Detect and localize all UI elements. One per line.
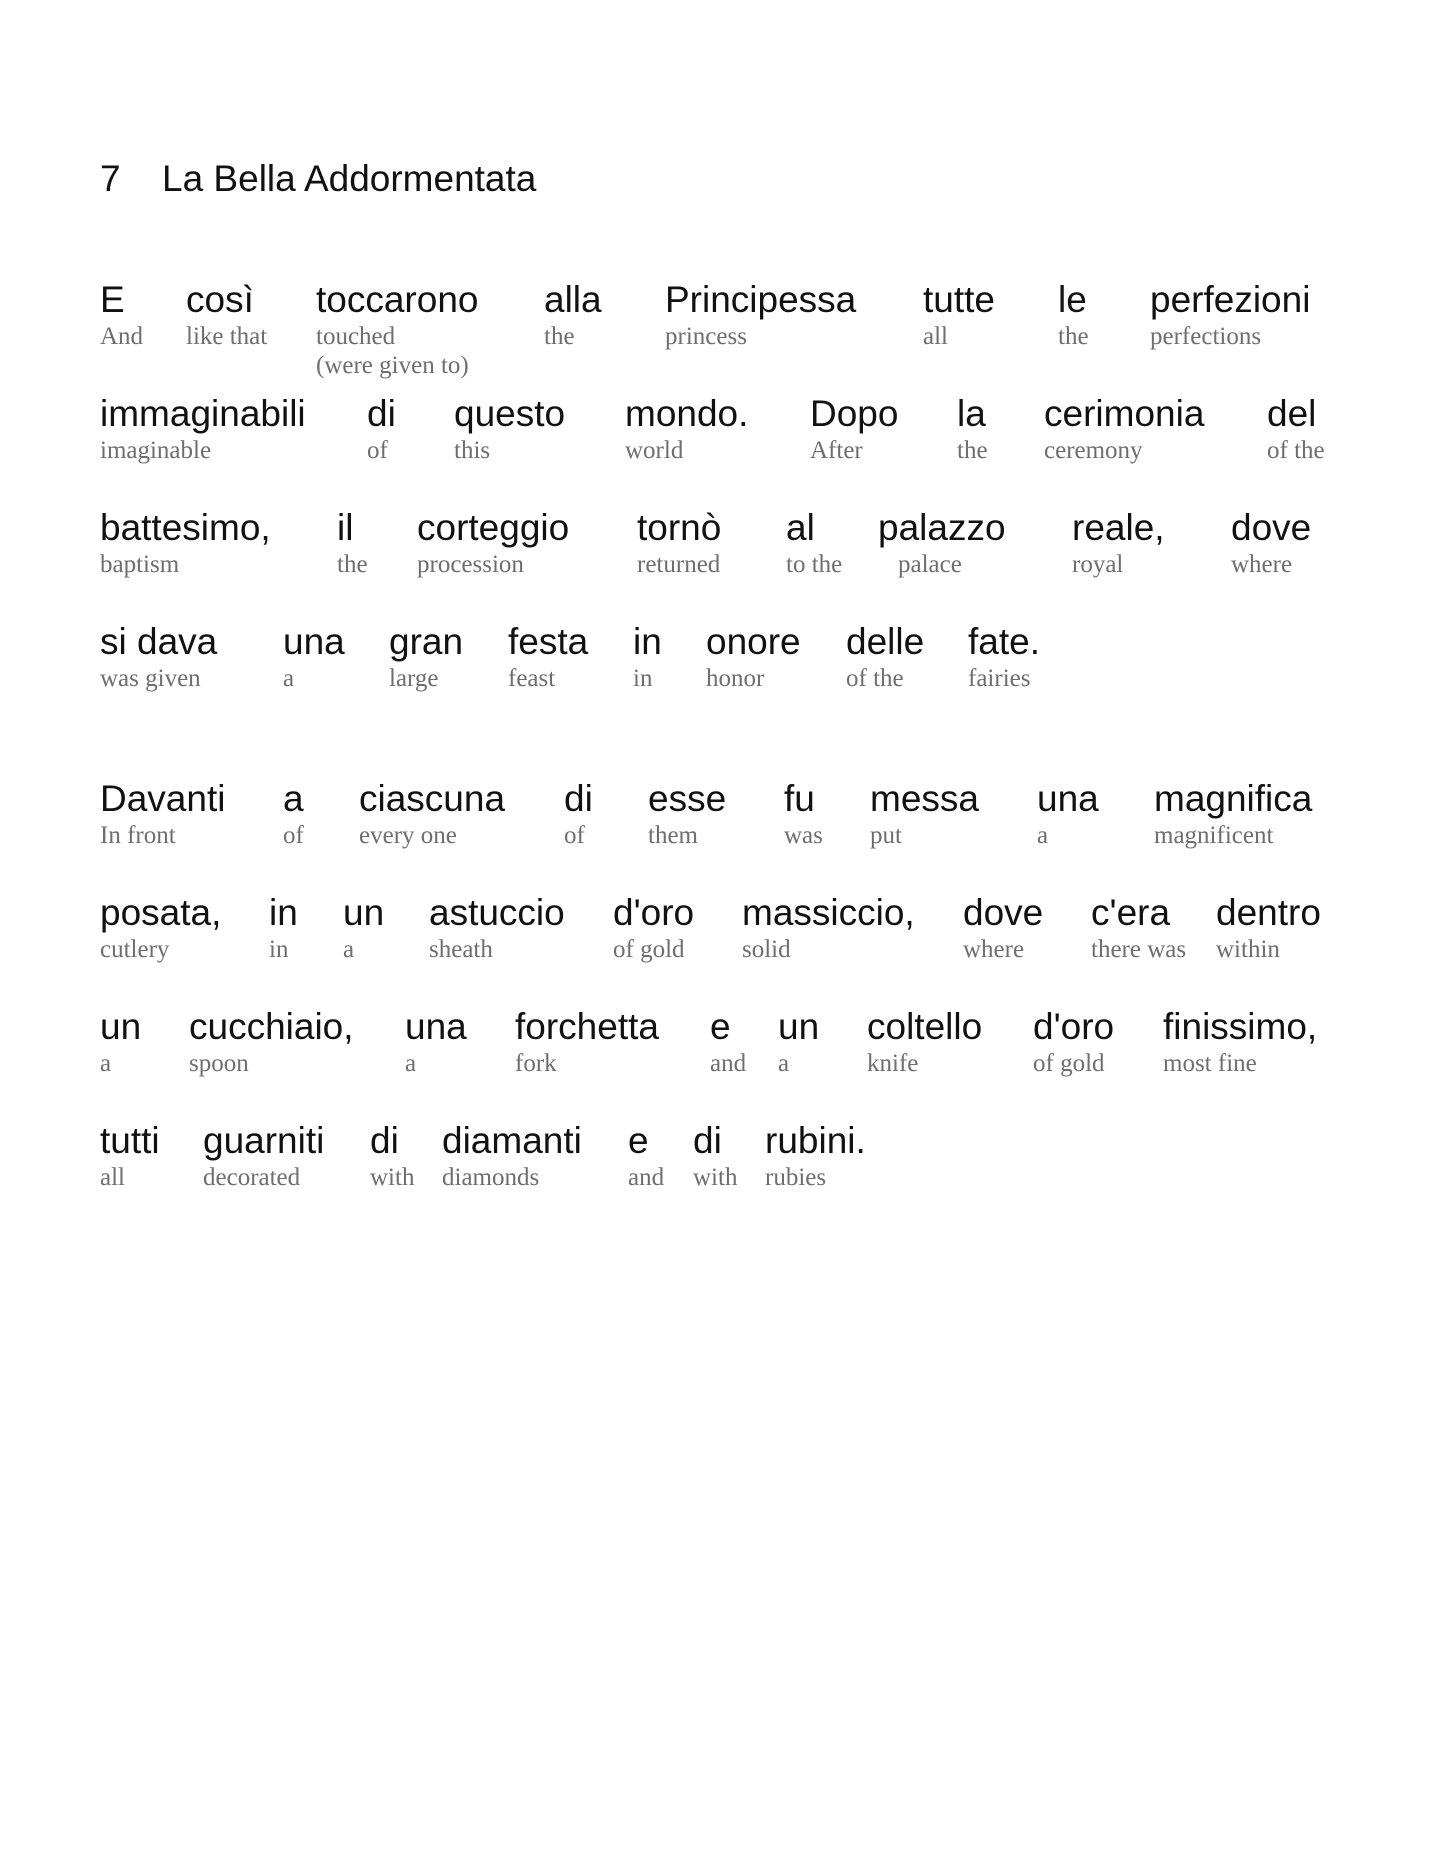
italian-word: gran bbox=[389, 621, 464, 662]
english-gloss: fork bbox=[515, 1050, 557, 1077]
italian-word: una bbox=[405, 1006, 467, 1047]
english-gloss: large bbox=[389, 665, 439, 692]
word-pair bbox=[765, 1119, 866, 1192]
english-gloss: with bbox=[370, 1164, 415, 1191]
italian-word: alla bbox=[544, 279, 602, 320]
english-gloss: and bbox=[710, 1050, 747, 1077]
word-pair bbox=[1091, 891, 1186, 964]
word-pair bbox=[957, 392, 988, 465]
word-pair bbox=[389, 620, 463, 693]
word-pair bbox=[367, 392, 396, 465]
english-gloss: cutlery bbox=[100, 936, 170, 963]
english-gloss: magnificent bbox=[1154, 822, 1274, 849]
italian-word: coltello bbox=[867, 1006, 983, 1047]
italian-word: dentro bbox=[1216, 892, 1321, 933]
word-pair bbox=[544, 278, 602, 351]
english-gloss: honor bbox=[706, 665, 765, 692]
italian-word: delle bbox=[846, 621, 925, 662]
english-gloss: to the bbox=[786, 551, 843, 578]
english-gloss: feast bbox=[508, 665, 556, 692]
word-pair bbox=[343, 891, 384, 964]
word-pair bbox=[1150, 278, 1310, 351]
word-pair bbox=[359, 777, 505, 850]
interlinear-line bbox=[0, 620, 1445, 720]
english-gloss: of gold bbox=[1033, 1050, 1105, 1077]
word-pair bbox=[186, 278, 267, 351]
italian-word: e bbox=[710, 1006, 731, 1047]
italian-word: Dopo bbox=[810, 393, 899, 434]
word-pair bbox=[189, 1005, 354, 1078]
english-gloss: procession bbox=[417, 551, 524, 578]
italian-word: un bbox=[343, 892, 385, 933]
english-gloss: knife bbox=[867, 1050, 919, 1077]
english-gloss: the bbox=[544, 323, 575, 350]
english-gloss: in bbox=[633, 665, 653, 692]
italian-word: una bbox=[1037, 778, 1099, 819]
italian-word: fu bbox=[784, 778, 815, 819]
word-pair bbox=[1231, 506, 1311, 579]
italian-word: d'oro bbox=[613, 892, 695, 933]
word-pair bbox=[337, 506, 368, 579]
word-pair bbox=[923, 278, 995, 351]
italian-word: di bbox=[370, 1120, 399, 1161]
english-gloss: a bbox=[405, 1050, 417, 1077]
english-gloss: of gold bbox=[613, 936, 685, 963]
word-pair bbox=[778, 1005, 819, 1078]
italian-word: astuccio bbox=[429, 892, 565, 933]
italian-word: così bbox=[186, 279, 254, 320]
word-pair bbox=[283, 777, 304, 850]
english-gloss: spoon bbox=[189, 1050, 249, 1077]
word-pair bbox=[100, 506, 271, 579]
italian-word: un bbox=[100, 1006, 142, 1047]
english-gloss: In front bbox=[100, 822, 176, 849]
italian-word: onore bbox=[706, 621, 801, 662]
italian-word: si dava bbox=[100, 621, 218, 662]
word-pair bbox=[564, 777, 593, 850]
english-gloss: where bbox=[1231, 551, 1293, 578]
interlinear-line bbox=[0, 891, 1445, 991]
english-gloss: of bbox=[283, 822, 304, 849]
english-gloss: a bbox=[343, 936, 355, 963]
word-pair bbox=[1216, 891, 1321, 964]
word-pair bbox=[100, 278, 143, 351]
english-gloss: was bbox=[784, 822, 823, 849]
word-pair bbox=[370, 1119, 414, 1192]
english-gloss: the bbox=[1058, 323, 1089, 350]
english-gloss: of the bbox=[1267, 437, 1325, 464]
interlinear-line bbox=[0, 392, 1445, 492]
english-gloss: of bbox=[367, 437, 388, 464]
italian-word: Principessa bbox=[665, 279, 857, 320]
interlinear-line bbox=[0, 506, 1445, 606]
italian-word: in bbox=[633, 621, 662, 662]
english-gloss: of bbox=[564, 822, 585, 849]
italian-word: fate. bbox=[968, 621, 1040, 662]
english-gloss: a bbox=[778, 1050, 790, 1077]
word-pair bbox=[100, 891, 221, 964]
english-gloss: solid bbox=[742, 936, 791, 963]
word-pair bbox=[1033, 1005, 1114, 1078]
english-gloss: ceremony bbox=[1044, 437, 1143, 464]
word-pair bbox=[613, 891, 694, 964]
english-gloss: touched (were given to) bbox=[316, 323, 469, 379]
italian-word: cerimonia bbox=[1044, 393, 1205, 434]
chapter-title: La Bella Addormentata bbox=[162, 158, 537, 199]
italian-word: del bbox=[1267, 393, 1317, 434]
english-gloss: fairies bbox=[968, 665, 1031, 692]
word-pair bbox=[405, 1005, 467, 1078]
word-pair bbox=[846, 620, 924, 693]
word-pair bbox=[269, 891, 298, 964]
interlinear-line bbox=[0, 1119, 1445, 1219]
italian-word: E bbox=[100, 279, 125, 320]
word-pair bbox=[625, 392, 748, 465]
english-gloss: was given bbox=[100, 665, 201, 692]
word-pair bbox=[693, 1119, 737, 1192]
word-pair bbox=[706, 620, 801, 693]
italian-word: diamanti bbox=[442, 1120, 582, 1161]
english-gloss: And bbox=[100, 323, 144, 350]
word-pair bbox=[870, 777, 979, 850]
word-pair bbox=[665, 278, 856, 351]
english-gloss: in bbox=[269, 936, 289, 963]
english-gloss: within bbox=[1216, 936, 1280, 963]
english-gloss: there was bbox=[1091, 936, 1187, 963]
english-gloss: put bbox=[870, 822, 902, 849]
word-pair bbox=[968, 620, 1040, 693]
word-pair bbox=[1267, 392, 1325, 465]
word-pair bbox=[100, 392, 306, 465]
word-pair bbox=[742, 891, 915, 964]
italian-word: le bbox=[1058, 279, 1087, 320]
english-gloss: sheath bbox=[429, 936, 493, 963]
word-pair bbox=[442, 1119, 582, 1192]
italian-word: dove bbox=[963, 892, 1044, 933]
italian-word: una bbox=[283, 621, 345, 662]
english-gloss: royal bbox=[1072, 551, 1124, 578]
italian-word: dove bbox=[1231, 507, 1312, 548]
italian-word: posata, bbox=[100, 892, 222, 933]
italian-word: corteggio bbox=[417, 507, 570, 548]
word-pair bbox=[784, 777, 823, 850]
english-gloss: and bbox=[628, 1164, 665, 1191]
italian-word: guarniti bbox=[203, 1120, 325, 1161]
interlinear-line bbox=[0, 1005, 1445, 1105]
english-gloss: decorated bbox=[203, 1164, 301, 1191]
italian-word: ciascuna bbox=[359, 778, 506, 819]
word-pair bbox=[283, 620, 345, 693]
english-gloss: a bbox=[1037, 822, 1049, 849]
english-gloss: a bbox=[100, 1050, 112, 1077]
english-gloss: palace bbox=[898, 551, 962, 578]
english-gloss: where bbox=[963, 936, 1025, 963]
italian-word: di bbox=[367, 393, 396, 434]
english-gloss: baptism bbox=[100, 551, 180, 578]
word-pair bbox=[417, 506, 569, 579]
italian-word: Davanti bbox=[100, 778, 226, 819]
page-title bbox=[100, 158, 536, 200]
italian-word: esse bbox=[648, 778, 727, 819]
english-gloss: rubies bbox=[765, 1164, 827, 1191]
word-pair bbox=[810, 392, 898, 465]
english-gloss: imaginable bbox=[100, 437, 212, 464]
italian-word: battesimo, bbox=[100, 507, 271, 548]
english-gloss: diamonds bbox=[442, 1164, 540, 1191]
english-gloss: all bbox=[923, 323, 948, 350]
word-pair bbox=[100, 777, 225, 850]
italian-word: d'oro bbox=[1033, 1006, 1115, 1047]
italian-word: tornò bbox=[637, 507, 722, 548]
word-pair bbox=[429, 891, 565, 964]
italian-word: mondo. bbox=[625, 393, 749, 434]
italian-word: perfezioni bbox=[1150, 279, 1311, 320]
english-gloss: with bbox=[693, 1164, 738, 1191]
english-gloss: of the bbox=[846, 665, 904, 692]
word-pair bbox=[508, 620, 588, 693]
word-pair bbox=[316, 278, 479, 380]
english-gloss: them bbox=[648, 822, 698, 849]
italian-word: messa bbox=[870, 778, 979, 819]
word-pair bbox=[963, 891, 1043, 964]
english-gloss: the bbox=[957, 437, 988, 464]
italian-word: il bbox=[337, 507, 354, 548]
italian-word: reale, bbox=[1072, 507, 1165, 548]
italian-word: festa bbox=[508, 621, 589, 662]
word-pair bbox=[633, 620, 662, 693]
english-gloss: perfections bbox=[1150, 323, 1262, 350]
word-pair bbox=[100, 1119, 160, 1192]
italian-word: un bbox=[778, 1006, 820, 1047]
italian-word: a bbox=[283, 778, 304, 819]
english-gloss: this bbox=[454, 437, 491, 464]
word-pair bbox=[1044, 392, 1204, 465]
english-gloss: After bbox=[810, 437, 863, 464]
word-pair bbox=[1154, 777, 1312, 850]
english-gloss: every one bbox=[359, 822, 457, 849]
english-gloss: like that bbox=[186, 323, 268, 350]
italian-word: toccarono bbox=[316, 279, 479, 320]
italian-word: immaginabili bbox=[100, 393, 306, 434]
italian-word: cucchiaio, bbox=[189, 1006, 354, 1047]
italian-word: di bbox=[564, 778, 593, 819]
word-pair bbox=[878, 506, 1006, 579]
italian-word: forchetta bbox=[515, 1006, 659, 1047]
word-pair bbox=[628, 1119, 664, 1192]
word-pair bbox=[203, 1119, 324, 1192]
english-gloss: returned bbox=[637, 551, 721, 578]
word-pair bbox=[515, 1005, 659, 1078]
word-pair bbox=[637, 506, 721, 579]
english-gloss: the bbox=[337, 551, 368, 578]
italian-word: questo bbox=[454, 393, 566, 434]
word-pair bbox=[710, 1005, 746, 1078]
word-pair bbox=[100, 1005, 141, 1078]
word-pair bbox=[786, 506, 842, 579]
word-pair bbox=[454, 392, 565, 465]
word-pair bbox=[1072, 506, 1165, 579]
italian-word: massiccio, bbox=[742, 892, 915, 933]
english-gloss: princess bbox=[665, 323, 747, 350]
italian-word: tutti bbox=[100, 1120, 160, 1161]
italian-word: in bbox=[269, 892, 298, 933]
italian-word: magnifica bbox=[1154, 778, 1313, 819]
word-pair bbox=[100, 620, 217, 693]
english-gloss: all bbox=[100, 1164, 125, 1191]
italian-word: la bbox=[957, 393, 986, 434]
interlinear-line bbox=[0, 777, 1445, 877]
italian-word: al bbox=[786, 507, 815, 548]
word-pair bbox=[1058, 278, 1089, 351]
word-pair bbox=[648, 777, 726, 850]
word-pair bbox=[867, 1005, 982, 1078]
english-gloss: a bbox=[283, 665, 295, 692]
english-gloss: world bbox=[625, 437, 684, 464]
english-gloss: most fine bbox=[1163, 1050, 1257, 1077]
italian-word: palazzo bbox=[878, 507, 1006, 548]
chapter-number: 7 bbox=[100, 158, 121, 199]
word-pair bbox=[1037, 777, 1099, 850]
italian-word: finissimo, bbox=[1163, 1006, 1318, 1047]
italian-word: c'era bbox=[1091, 892, 1171, 933]
italian-word: di bbox=[693, 1120, 722, 1161]
italian-word: rubini. bbox=[765, 1120, 866, 1161]
interlinear-line bbox=[0, 278, 1445, 378]
italian-word: tutte bbox=[923, 279, 995, 320]
italian-word: e bbox=[628, 1120, 649, 1161]
word-pair bbox=[1163, 1005, 1317, 1078]
